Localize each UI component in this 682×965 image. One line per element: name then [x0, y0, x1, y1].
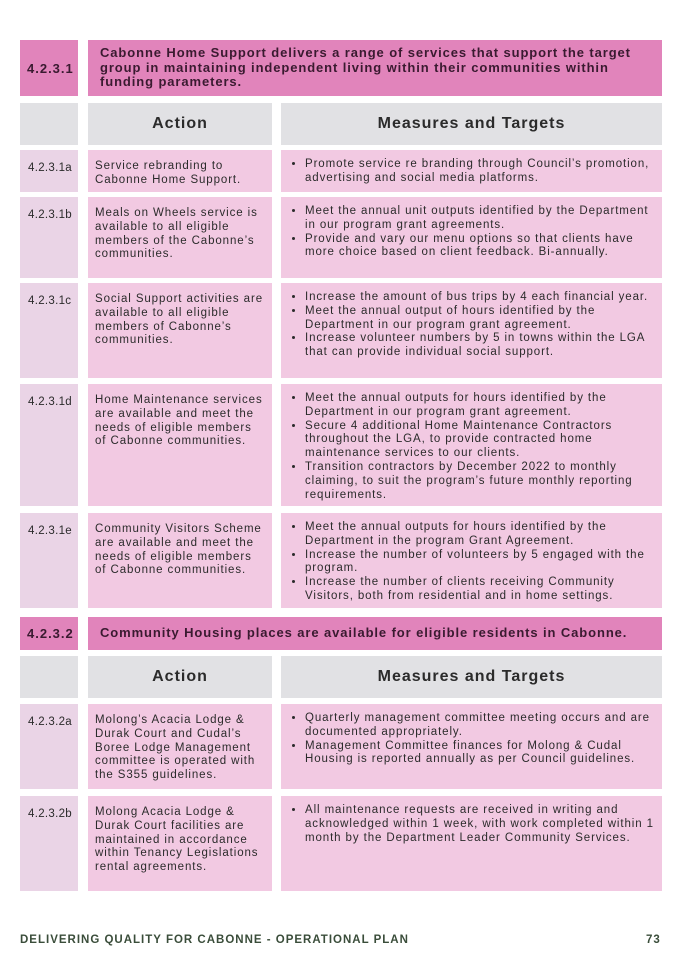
row-measures	[281, 513, 662, 608]
row-code: 4.2.3.1b	[20, 197, 78, 278]
row-measures	[281, 283, 662, 378]
section-title: Community Housing places are available for eligible residents in Cabonne.	[88, 617, 662, 650]
measure-item: • Meet the annual output of hours identified by the Department in our program grant agreement.	[305, 305, 654, 333]
row-code: 4.2.3.1d	[20, 384, 78, 506]
measure-item: • Meet the annual unit outputs identified by the Department in our program grant agreements.	[305, 205, 654, 233]
row-code: 4.2.3.1e	[20, 513, 78, 608]
measures-header: Measures and Targets	[281, 656, 662, 698]
section-title: Cabonne Home Support delivers a range of services that support the target group in maintaining independent living within their communities within funding parameters.	[88, 40, 662, 96]
section-number: 4.2.3.2	[20, 617, 78, 650]
footer-title: DELIVERING QUALITY FOR CABONNE - OPERATIONAL PLAN	[20, 934, 409, 946]
page-number: 73	[646, 934, 661, 946]
measures-header: Measures and Targets	[281, 103, 662, 145]
measure-item: • Management Committee finances for Molong & Cudal Housing is reported annually as per Council guidelines.	[305, 740, 654, 768]
measure-item: • Meet the annual outputs for hours identified by the Department in the program Grant Agreement.	[305, 521, 654, 549]
measure-item: • Increase the number of clients receiving Community Visitors, both from residential and in home settings.	[305, 576, 654, 604]
measure-item: • Increase the number of volunteers by 5 engaged with the program.	[305, 549, 654, 577]
header-blank	[20, 103, 78, 145]
row-code: 4.2.3.2b	[20, 796, 78, 891]
row-action: Molong Acacia Lodge & Durak Court facilities are maintained in accordance within Tenancy Legislations rental agreements.	[88, 796, 272, 891]
row-measures	[281, 197, 662, 278]
row-measures	[281, 704, 662, 789]
action-header: Action	[88, 103, 272, 145]
measure-item: • Increase volunteer numbers by 5 in towns within the LGA that can provide individual social support.	[305, 332, 654, 360]
measure-item: • Quarterly management committee meeting occurs and are documented appropriately.	[305, 712, 654, 740]
row-action: Service rebranding to Cabonne Home Support.	[88, 150, 272, 192]
measure-item: • Meet the annual outputs for hours identified by the Department in our program grant agreement.	[305, 392, 654, 420]
measure-item: • Transition contractors by December 2022 to monthly claiming, to suit the program’s future monthly reporting requirements.	[305, 461, 654, 502]
row-code: 4.2.3.1c	[20, 283, 78, 378]
row-code: 4.2.3.2a	[20, 704, 78, 789]
measure-item: • Increase the amount of bus trips by 4 each financial year.	[305, 291, 654, 305]
row-action: Community Visitors Scheme are available and meet the needs of eligible members of Cabonne communities.	[88, 513, 272, 608]
measure-item: • Secure 4 additional Home Maintenance Contractors throughout the LGA, to provide contracted home maintenance services to our clients.	[305, 420, 654, 461]
row-measures	[281, 384, 662, 506]
measure-item: • All maintenance requests are received in writing and acknowledged within 1 week, with work completed within 1 month by the Department Leader Community Services.	[305, 804, 654, 845]
row-action: Meals on Wheels service is available to all eligible members of the Cabonne’s communities.	[88, 197, 272, 278]
measure-item: • Promote service re branding through Council’s promotion, advertising and social media platforms.	[305, 158, 654, 186]
row-code: 4.2.3.1a	[20, 150, 78, 192]
row-action: Molong’s Acacia Lodge & Durak Court and Cudal’s Boree Lodge Management committee is operated with the S355 guidelines.	[88, 704, 272, 789]
row-measures	[281, 150, 662, 192]
action-header: Action	[88, 656, 272, 698]
measure-item: • Provide and vary our menu options so that clients have more choice based on client feedback. Bi-annually.	[305, 233, 654, 261]
header-blank	[20, 656, 78, 698]
section-number: 4.2.3.1	[20, 40, 78, 96]
row-action: Home Maintenance services are available and meet the needs of eligible members of Cabonne communities.	[88, 384, 272, 506]
row-measures	[281, 796, 662, 891]
row-action: Social Support activities are available to all eligible members of Cabonne’s communities.	[88, 283, 272, 378]
